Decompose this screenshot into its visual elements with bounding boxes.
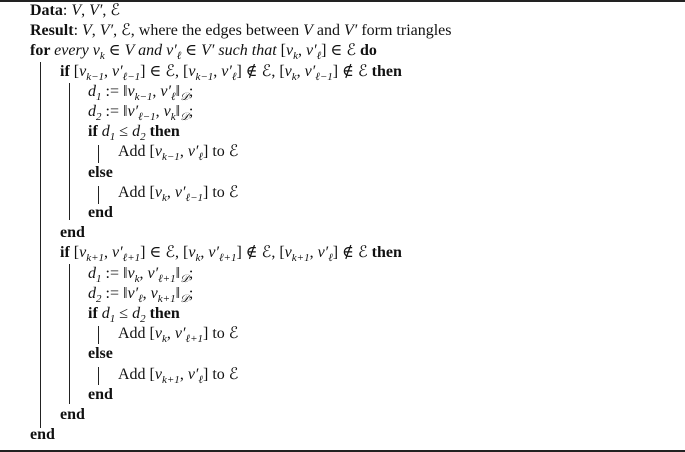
math-text: v′	[127, 103, 139, 120]
algorithm-line	[60, 62, 402, 82]
math-text: d	[88, 284, 96, 302]
subscript: k	[291, 70, 297, 83]
algorithm-line	[30, 1, 120, 21]
math-text: ;	[188, 264, 194, 282]
else-bar	[98, 186, 99, 204]
math-text: ∈ V and v′	[104, 42, 177, 60]
math-text: ,	[81, 2, 90, 19]
algorithm-line	[30, 41, 377, 61]
math-text: ] to ℰ	[203, 365, 239, 383]
math-text: ;	[188, 284, 194, 302]
math-text: ,	[179, 143, 188, 161]
algorithm-line	[88, 304, 180, 324]
math-text: v	[154, 183, 162, 201]
keyword: end	[88, 385, 113, 403]
subscript: 𝒟	[180, 272, 189, 285]
math-text: v′	[304, 62, 316, 80]
math-text: ;	[188, 82, 194, 100]
math-text: v′	[305, 42, 317, 60]
math-text: V	[82, 22, 92, 40]
math-text: ≤	[115, 305, 133, 322]
subscript: ℓ	[316, 50, 322, 63]
math-text: v	[154, 325, 162, 343]
subscript: k+1	[157, 292, 176, 305]
if-block-bar	[69, 264, 70, 404]
keyword: end	[30, 426, 55, 444]
algorithm-line	[60, 243, 402, 263]
keyword: if	[60, 62, 74, 80]
subscript: 1	[109, 313, 116, 325]
math-text: ] ∉ ℰ	[332, 62, 372, 80]
math-text: V	[303, 22, 313, 40]
keyword: else	[88, 163, 113, 181]
math-text: v	[127, 82, 135, 100]
keyword: if	[88, 305, 102, 322]
subscript: k−1	[162, 151, 180, 164]
keyword: end	[60, 406, 85, 423]
keyword: do	[360, 42, 377, 60]
algorithm-line	[60, 405, 85, 425]
math-text: , ℰ	[102, 2, 121, 19]
keyword: Result	[30, 22, 74, 40]
math-text: ≤	[115, 123, 133, 141]
subscript: ℓ	[328, 252, 333, 265]
algorithm-line	[30, 21, 452, 41]
math-text: v′	[317, 244, 329, 262]
math-text: ,	[296, 62, 305, 80]
subscript: 1	[96, 272, 102, 285]
math-text: ,	[155, 103, 164, 120]
subscript: ℓ	[198, 373, 204, 386]
math-text: ,	[91, 22, 100, 40]
keyword: then	[371, 244, 402, 262]
math-text: d	[132, 123, 141, 141]
math-text: V′	[344, 22, 358, 40]
subscript: 𝒟	[180, 292, 189, 305]
algorithm-line	[118, 365, 238, 385]
keyword: Data	[30, 2, 63, 19]
math-text: := ‖	[101, 284, 128, 302]
math-text: every v	[54, 42, 100, 60]
else-bar	[98, 367, 99, 385]
math-text: ,	[297, 42, 306, 60]
subscript: 𝒟	[180, 111, 189, 123]
math-text: ,	[104, 244, 113, 262]
keyword: if	[60, 244, 74, 262]
math-text: v	[154, 365, 162, 383]
math-text: ‖	[175, 264, 181, 282]
algorithm-line	[118, 324, 238, 344]
subscript: 2	[96, 111, 102, 123]
math-text: := ‖	[101, 82, 128, 100]
subscript: ℓ	[176, 50, 182, 63]
subscript: 2	[140, 131, 146, 144]
math-text: d	[132, 305, 141, 322]
math-text: ,	[142, 284, 151, 302]
math-text: Add [	[118, 365, 155, 383]
algorithm-line	[88, 82, 193, 102]
math-text: v′	[187, 143, 199, 161]
subscript: ℓ	[138, 292, 143, 305]
math-text: := ‖	[101, 264, 128, 282]
keyword: if	[88, 123, 102, 141]
math-text: v′	[208, 244, 219, 262]
math-text: v	[154, 143, 162, 161]
then-bar	[98, 145, 99, 163]
algorithm-line	[60, 223, 85, 243]
math-text: , ℰ, where the edges between	[113, 22, 304, 40]
algorithm-line	[88, 102, 193, 122]
subscript: k−1	[134, 90, 153, 103]
math-text: ] ∉ ℰ, [	[236, 62, 285, 80]
math-text: Add [	[118, 325, 155, 343]
then-bar	[98, 326, 99, 344]
subscript: k−1	[195, 70, 214, 83]
subscript: ℓ+1	[185, 333, 204, 346]
algorithm-line	[88, 163, 113, 183]
math-text: v	[284, 244, 292, 262]
algorithm-line	[118, 183, 238, 203]
math-text: V′	[89, 2, 103, 19]
subscript: k+1	[162, 373, 180, 386]
subscript: 𝒟	[180, 90, 189, 103]
math-text: Add [	[118, 143, 155, 161]
math-text: ,	[179, 365, 188, 383]
keyword: end	[88, 204, 113, 221]
subscript: k+1	[291, 252, 310, 265]
math-text: :	[62, 2, 72, 19]
math-text: V	[71, 2, 82, 19]
math-text: v′	[174, 183, 186, 201]
math-text: ,	[139, 264, 148, 282]
algorithm-line	[88, 344, 113, 364]
math-text: v	[79, 62, 87, 80]
math-text: form triangles	[357, 22, 452, 40]
subscript: ℓ−1	[122, 70, 141, 83]
math-text: ] to ℰ	[203, 143, 239, 161]
keyword: for	[30, 42, 55, 60]
math-text: v	[285, 42, 294, 60]
math-text: v′	[187, 365, 199, 383]
subscript: ℓ+1	[158, 272, 176, 285]
math-text: ] ∈ ℰ	[321, 42, 361, 60]
math-text: ,	[309, 244, 318, 262]
subscript: 2	[140, 313, 146, 325]
subscript: ℓ+1	[218, 252, 237, 265]
keyword: then	[371, 62, 402, 80]
subscript: ℓ−1	[138, 111, 156, 123]
math-text: v′	[160, 82, 171, 100]
algorithm-line	[88, 203, 113, 223]
math-text: v′	[174, 325, 186, 343]
math-text: :	[73, 22, 83, 40]
math-text: v	[188, 244, 196, 262]
math-text: v′	[221, 62, 232, 80]
math-text: V′	[99, 22, 114, 40]
subscript: ℓ+1	[122, 252, 141, 265]
math-text: v	[127, 264, 135, 282]
algorithm-line	[88, 122, 180, 142]
math-text: ∈ V′ such that	[181, 42, 281, 60]
algorithm-line	[118, 142, 238, 162]
subscript: 2	[96, 292, 102, 305]
math-text: Add [	[118, 183, 155, 201]
math-text: ,	[104, 62, 113, 80]
subscript: k−1	[86, 70, 105, 83]
math-text: v	[163, 103, 171, 120]
math-text: [	[73, 62, 80, 80]
math-text: ] ∉ ℰ	[332, 244, 372, 262]
subscript: k	[134, 272, 140, 285]
math-text: ‖	[175, 103, 181, 120]
math-text: d	[101, 305, 110, 322]
for-block-bar	[40, 62, 41, 428]
math-text: ,	[152, 82, 161, 100]
math-text: v′	[112, 244, 123, 262]
math-text: v	[188, 62, 196, 80]
math-text: [	[73, 244, 80, 262]
subscript: 1	[96, 90, 102, 103]
math-text: ,	[213, 62, 222, 80]
math-text: d	[88, 103, 96, 120]
math-text: ‖	[175, 82, 181, 100]
math-text: ] to ℰ	[203, 325, 239, 343]
algorithm-line	[88, 264, 193, 284]
keyword: else	[88, 345, 113, 363]
math-text: ,	[166, 183, 175, 201]
math-text: v	[150, 284, 158, 302]
math-text: v	[284, 62, 292, 80]
if-block-bar	[69, 83, 70, 220]
math-text: v′	[127, 284, 139, 302]
algorithm-line	[88, 284, 193, 304]
keyword: then	[145, 305, 180, 322]
math-text: ] to ℰ	[203, 183, 239, 201]
math-text: ‖	[175, 284, 181, 302]
math-text: v	[79, 244, 87, 262]
math-text: d	[88, 82, 96, 100]
subscript: k	[293, 50, 298, 63]
math-text: ] ∈ ℰ, [	[140, 244, 189, 262]
algorithm-line	[30, 425, 55, 445]
subscript: ℓ	[171, 90, 176, 103]
subscript: ℓ	[231, 70, 237, 83]
keyword: then	[145, 123, 180, 141]
math-text: ,	[200, 244, 209, 262]
math-text: := ‖	[101, 103, 128, 120]
math-text: ] ∈ ℰ, [	[140, 62, 189, 80]
math-text: ] ∉ ℰ, [	[236, 244, 285, 262]
subscript: ℓ−1	[185, 191, 204, 204]
math-text: d	[88, 264, 96, 282]
subscript: k	[170, 111, 176, 123]
algorithm-line	[88, 385, 113, 405]
math-text: v′	[147, 264, 159, 282]
math-text: [	[280, 42, 286, 60]
math-text: and	[312, 22, 345, 40]
subscript: ℓ−1	[315, 70, 333, 83]
math-text: d	[101, 123, 110, 141]
keyword: end	[60, 224, 85, 242]
subscript: k+1	[86, 252, 105, 265]
subscript: k	[99, 50, 105, 63]
subscript: k	[162, 191, 167, 204]
subscript: ℓ	[198, 151, 204, 164]
subscript: 1	[109, 131, 116, 144]
subscript: k	[195, 252, 201, 265]
subscript: k	[162, 333, 167, 346]
math-text: ;	[188, 103, 194, 120]
math-text: v′	[112, 62, 123, 80]
math-text: ,	[166, 325, 175, 343]
